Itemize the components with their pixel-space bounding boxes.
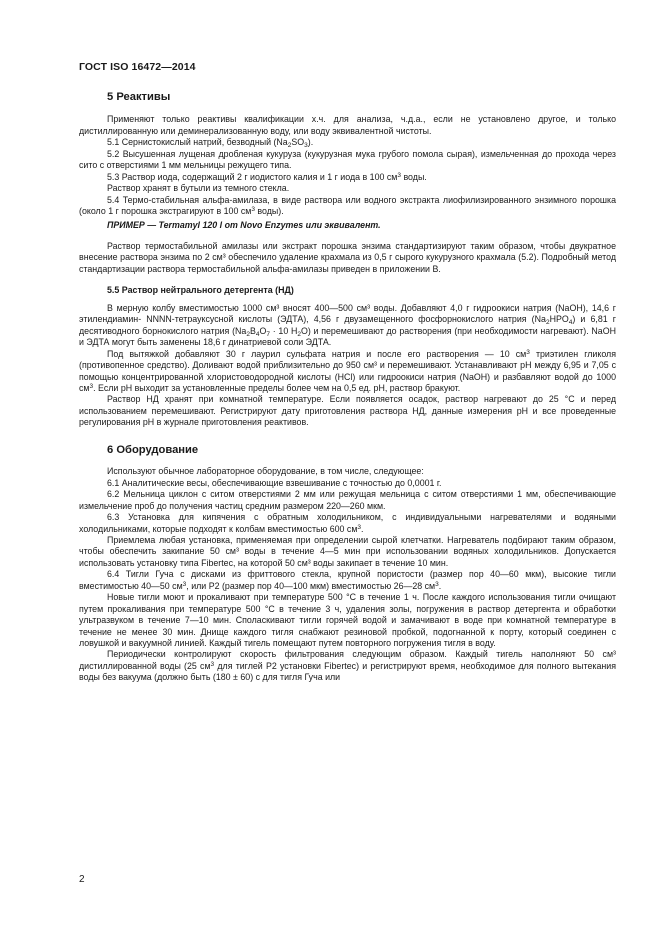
item-6-1: 6.1 Аналитические весы, обеспечивающие взвешивание с точностью до 0,0001 г. [107, 477, 442, 488]
item-6-4-cleaning: Новые тигли моют и прокаливают при температуре 500 °С в течение 1 ч. После каждого использования тигли очищают путем прокаливания при температуре 500 °С в течение 3 ч, удаления золы, погружения в раствор детергента и обработки ультразвуком в течение 7—10 мин. Споласкивают тигли горячей водой и замачивают в воде при комнатной температуре в течение не менее 30 мин. Днище каждого тигля снабжают резиновой пробкой, подогнанной к порту, который соединен с ловушкой и вакуумной линией. Каждый тигель помещают путем повторного погружения тигля в воду. [79, 592, 616, 649]
item-6-4: 6.4 Тигли Гуча с дисками из фриттового стекла, крупной пористости (размер пор 40—60 мкм), высокие тигли вместимостью 40—50 $см^3$, или P2 (размер пор 40—100 мкм) вместимостью 26—28 $см^3$. [79, 569, 616, 591]
section-6-heading: 6 Оборудование [107, 443, 199, 456]
page-content [79, 90, 616, 684]
item-5-2: 5.2 Высушенная лущеная дробленая кукуруза (кукурузная мука грубого помола сырая), измельченная до прохода через сито с отверстиями 1 мм мельницы режущего типа. [79, 148, 616, 171]
subsection-5-5-heading: 5.5 Раствор нейтрального детергента (НД) [107, 285, 294, 296]
example-note: ПРИМЕР — Termamyl 120 l от Novo Enzymes или эквивалент. [107, 219, 381, 230]
item-5-1: 5.1 Сернистокислый натрий, безводный $(Na_2SO_3)$. [107, 137, 314, 150]
section-5-intro: Применяют только реактивы квалификации х.ч. для анализа, ч.д.а., если не установлено другое, и только дистиллированную или деминерализованную воду, или воду эквивалентной чистоты. [79, 114, 616, 136]
item-6-3-note: Приемлема любая установка, применяемая при определении сырой клетчатки. Нагреватель подбирают таким образом, чтобы обеспечить закипание 50 см³ воды в течение 4—5 мин при использовании водяных холодильников. Допускается использовать установку типа Fibertec, на которой 50 см³ воды закипает в течение 10 мин. [79, 534, 616, 568]
item-5-4: 5.4 Термо-стабильная альфа-амилаза, в виде раствора или водного экстракта лиофилизированного энзимного порошка (около 1 г порошка экстрагируют в 100 $см^3$ воды). [79, 194, 616, 217]
item-5-5-preparation: В мерную колбу вместимостью 1000 см³ вносят 400—500 см³ воды. Добавляют 4,0 г гидроокиси натрия (NaOH), 14,6 г этилендиамин- NNNN-тетрауксусной кислоты (ЭДТА), 4,56 г двузамещенного фосфорнокислого натрия $(Na_2HPO_4)$ и 6,81 г десятиводного борнокислого натрия ($Na_2B_4O_7 \cdot 10$ $H_2O$) и перемешивают до растворения (при необходимости нагревают). NaOH и ЭДТА могут быть заменены 18,6 г динатриевой соли ЭДТА. [79, 302, 616, 348]
item-5-5-storage: Раствор НД хранят при комнатной температуре. Если появляется осадок, раствор нагревают до 25 °С и перед использованием перемешивают. Регистрируют дату приготовления раствора НД, данные измерения pH и все проведенные регулирования pH в журнале приготовления реактивов. [79, 394, 616, 428]
item-5-3: 5.3 Раствор иода, содержащий 2 г иодистого калия и 1 г иода в 100 $см^3$ воды. [107, 171, 427, 182]
page-number: 2 [79, 874, 85, 885]
item-5-3-storage: Раствор хранят в бутыли из темного стекла. [107, 183, 290, 194]
item-6-4-filtration: Периодически контролируют скорость фильтрования следующим образом. Каждый тигель наполняют 50 см³ дистиллированной воды (25 $см^3$ для тиглей P2 установки Fibertec) и регистрируют время, необходимое для полного вытекания воды без вакуума (должно быть (180 ± 60) с для тигля Гуча или [79, 649, 616, 683]
item-5-5-hood: Под вытяжкой добавляют 30 г лаурил сульфата натрия и после его растворения — 10 $см^3$ триэтилен гликоля (противопенное средство). Доливают водой приблизительно до 950 см³ и перемешивают. Устанавливают pH между 6,95 и 7,05 с помощью концентрированной хлористоводородной кислоты (HCl) или гидроокиси натрия (NaOH) и разбавляют водой до 1000 $см^3$. Если pH выходит за установленные пределы более чем на 0,5 ед. pH, раствор бракуют. [79, 348, 616, 393]
amylase-standardization: Раствор термостабильной амилазы или экстракт порошка энзима стандартизируют таким образом, чтобы двукратное внесение раствора энзима по 2 см³ обеспечило удаление крахмала из 0,5 г сырого кукурузного крахмала (5.2). Подробный метод стандартизации раствора термостабильной альфа-амилазы приведен в приложении В. [79, 240, 616, 274]
section-6-intro: Используют обычное лабораторное оборудование, в том числе, следующее: [107, 466, 424, 477]
section-5-heading: 5 Реактивы [107, 91, 171, 103]
document-header: ГОСТ ISO 16472—2014 [79, 61, 196, 73]
item-6-2: 6.2 Мельница циклон с ситом отверстиями 2 мм или режущая мельница с ситом отверстиями 1 мм, обеспечивающие измельчение проб до получения частиц средним размером 220—260 мкм. [79, 489, 616, 511]
item-6-3: 6.3 Установка для кипячения с обратным холодильником, с индивидуальными нагревателями и водяными холодильниками, которые подходят к колбам вместимостью 600 $см^3$. [79, 512, 616, 534]
